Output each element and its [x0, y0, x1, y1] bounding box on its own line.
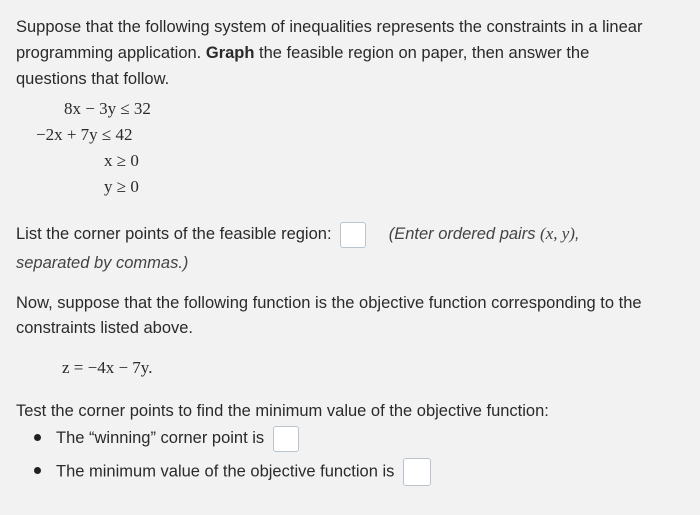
- hint-ordered-pair: (x, y): [540, 224, 575, 243]
- objective-intro-line-2: constraints listed above.: [16, 319, 194, 337]
- inequality-3: x ≥ 0: [104, 151, 139, 170]
- winning-point-label: The “winning” corner point is: [56, 429, 265, 447]
- bullet-dot-1: [34, 434, 41, 441]
- minimum-value-input[interactable]: [403, 458, 431, 486]
- corner-points-input[interactable]: [340, 222, 366, 248]
- bullet-dot-2: [34, 467, 41, 474]
- test-prompt: Test the corner points to find the minimum value of the objective function:: [16, 402, 549, 420]
- graph-emphasis: Graph: [205, 44, 255, 62]
- corner-points-hint: [389, 225, 580, 243]
- intro-line-2-end: the feasible region on paper, then answer the: [254, 44, 590, 62]
- inequality-4: y ≥ 0: [104, 177, 139, 196]
- winning-point-input[interactable]: [273, 426, 299, 452]
- objective-intro-line-1: Now, suppose that the following function is the objective function corresponding to the: [16, 294, 642, 312]
- intro-line-3: questions that follow.: [16, 70, 170, 88]
- minimum-value-item: [56, 458, 431, 486]
- hint-comma: ,: [574, 225, 580, 243]
- inequality-1: 8x − 3y ≤ 32: [64, 99, 151, 118]
- inequality-2: −2x + 7y ≤ 42: [36, 125, 133, 144]
- objective-function: z = −4x − 7y.: [62, 358, 153, 377]
- intro-line-1: Suppose that the following system of inequalities represents the constraints in a linear: [16, 18, 643, 36]
- winning-point-item: [56, 425, 299, 452]
- intro-line-2: [16, 40, 589, 66]
- corner-points-prompt: [16, 221, 580, 248]
- minimum-value-label: The minimum value of the objective function is: [56, 462, 395, 481]
- corner-points-label: List the corner points of the feasible region:: [16, 225, 332, 243]
- intro-line-2-start: programming application.: [16, 44, 206, 62]
- corner-points-hint-line-2: separated by commas.): [16, 254, 189, 272]
- hint-text: (Enter ordered pairs: [388, 225, 541, 243]
